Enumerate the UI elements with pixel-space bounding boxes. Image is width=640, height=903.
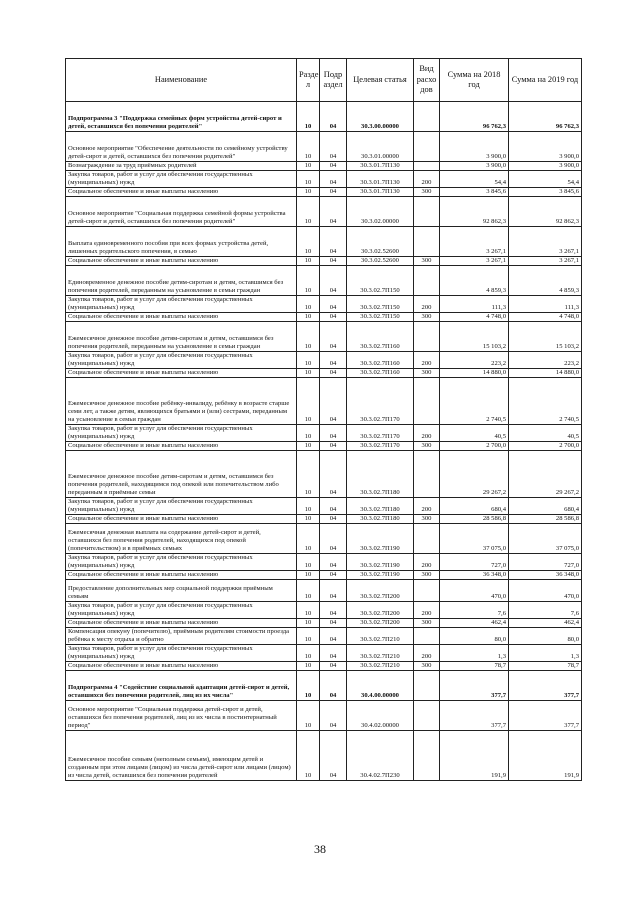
header-sum-2018: Сумма на 2018 год: [440, 59, 509, 102]
cell-expense-type: [414, 162, 440, 171]
cell-razdel: 10: [297, 671, 320, 701]
cell-name: Социальное обеспечение и иные выплаты населению: [66, 662, 297, 671]
cell-expense-type: 300: [414, 619, 440, 628]
cell-sum-2019: 28 586,8: [509, 515, 582, 524]
cell-target-article: 30.3.02.7П190: [347, 571, 414, 580]
cell-sum-2019: 78,7: [509, 662, 582, 671]
cell-sum-2019: 3 267,1: [509, 257, 582, 266]
cell-name: Компенсация опекуну (попечителю), приёмным родителям стоимости проезда ребёнка к месту отдыха и обратно: [66, 628, 297, 645]
cell-sum-2018: 462,4: [440, 619, 509, 628]
cell-podrazdel: 04: [320, 619, 347, 628]
cell-podrazdel: 04: [320, 352, 347, 369]
cell-sum-2019: 29 267,2: [509, 451, 582, 498]
cell-sum-2018: 54,4: [440, 171, 509, 188]
cell-razdel: 10: [297, 580, 320, 602]
cell-sum-2019: 680,4: [509, 498, 582, 515]
cell-podrazdel: 04: [320, 554, 347, 571]
cell-razdel: 10: [297, 322, 320, 352]
cell-sum-2019: 470,0: [509, 580, 582, 602]
cell-sum-2018: 2 740,5: [440, 378, 509, 425]
cell-sum-2019: 36 348,0: [509, 571, 582, 580]
cell-sum-2018: 3 267,1: [440, 227, 509, 257]
cell-sum-2019: 37 075,0: [509, 524, 582, 554]
cell-target-article: 30.3.00.00000: [347, 102, 414, 132]
cell-razdel: 10: [297, 369, 320, 378]
cell-name: Социальное обеспечение и иные выплаты населению: [66, 188, 297, 197]
cell-expense-type: 200: [414, 296, 440, 313]
cell-sum-2019: 2 740,5: [509, 378, 582, 425]
cell-podrazdel: 04: [320, 645, 347, 662]
cell-sum-2018: 3 900,0: [440, 162, 509, 171]
cell-target-article: 30.3.01.7П130: [347, 162, 414, 171]
cell-sum-2018: 14 880,0: [440, 369, 509, 378]
cell-name: Социальное обеспечение и иные выплаты населению: [66, 257, 297, 266]
cell-sum-2018: 36 348,0: [440, 571, 509, 580]
cell-name: Выплата единовременного пособия при всех формах устройства детей, лишенных родительского попечения, в семью: [66, 227, 297, 257]
table-row: [66, 425, 582, 442]
cell-sum-2019: 377,7: [509, 671, 582, 701]
table-row: [66, 102, 582, 132]
cell-name: Ежемесячное денежное пособие ребёнку-инвалиду, ребёнку в возрасте старше семи лет, а также детям, являющихся братьями и (или) сестрами, переданным на усыновление в семьи граждан: [66, 378, 297, 425]
cell-razdel: 10: [297, 571, 320, 580]
cell-expense-type: 200: [414, 171, 440, 188]
budget-table-sheet: [65, 58, 581, 781]
cell-sum-2019: 462,4: [509, 619, 582, 628]
table-row: [66, 369, 582, 378]
cell-sum-2019: 727,0: [509, 554, 582, 571]
cell-sum-2019: 2 700,0: [509, 442, 582, 451]
cell-sum-2019: 3 900,0: [509, 162, 582, 171]
cell-name: Социальное обеспечение и иные выплаты населению: [66, 515, 297, 524]
cell-podrazdel: 04: [320, 296, 347, 313]
cell-razdel: 10: [297, 257, 320, 266]
cell-target-article: 30.4.00.00000: [347, 671, 414, 701]
cell-target-article: 30.3.02.7П150: [347, 266, 414, 296]
cell-sum-2019: 3 900,0: [509, 132, 582, 162]
cell-name: Ежемесячная денежная выплата на содержание детей-сирот и детей, оставшихся без попечения родителей, находящихся под опекой (попечительством) и в приёмных семьях: [66, 524, 297, 554]
cell-expense-type: 300: [414, 442, 440, 451]
cell-sum-2019: 96 762,3: [509, 102, 582, 132]
cell-name: Закупка товаров, работ и услуг для обеспечения государственных (муниципальных) нужд: [66, 498, 297, 515]
cell-target-article: 30.3.02.52600: [347, 257, 414, 266]
cell-razdel: 10: [297, 188, 320, 197]
header-name: Наименование: [66, 59, 297, 102]
cell-sum-2019: 3 267,1: [509, 227, 582, 257]
table-row: [66, 257, 582, 266]
cell-podrazdel: 04: [320, 188, 347, 197]
cell-sum-2018: 78,7: [440, 662, 509, 671]
cell-sum-2018: 40,5: [440, 425, 509, 442]
cell-name: Ежемесячное денежное пособие детям-сиротам и детям, оставшимся без попечения родителей, переданным на усыновление в семьи граждан: [66, 322, 297, 352]
cell-expense-type: 300: [414, 662, 440, 671]
cell-podrazdel: 04: [320, 731, 347, 781]
cell-razdel: 10: [297, 602, 320, 619]
cell-target-article: 30.3.02.7П170: [347, 442, 414, 451]
cell-podrazdel: 04: [320, 580, 347, 602]
cell-name: Социальное обеспечение и иные выплаты населению: [66, 619, 297, 628]
table-row: [66, 162, 582, 171]
budget-table: [65, 58, 582, 781]
cell-target-article: 30.3.02.52600: [347, 227, 414, 257]
cell-sum-2018: 191,9: [440, 731, 509, 781]
cell-target-article: 30.3.01.7П130: [347, 171, 414, 188]
cell-sum-2018: 3 900,0: [440, 132, 509, 162]
cell-podrazdel: 04: [320, 378, 347, 425]
table-row: [66, 197, 582, 227]
cell-razdel: 10: [297, 662, 320, 671]
cell-sum-2018: 37 075,0: [440, 524, 509, 554]
cell-name: Закупка товаров, работ и услуг для обеспечения государственных (муниципальных) нужд: [66, 352, 297, 369]
cell-podrazdel: 04: [320, 197, 347, 227]
cell-sum-2018: 80,0: [440, 628, 509, 645]
table-row: [66, 671, 582, 701]
cell-sum-2019: 92 862,3: [509, 197, 582, 227]
table-row: [66, 451, 582, 498]
cell-razdel: 10: [297, 645, 320, 662]
cell-sum-2018: 3 267,1: [440, 257, 509, 266]
table-row: [66, 171, 582, 188]
table-row: [66, 322, 582, 352]
cell-target-article: 30.3.02.7П210: [347, 628, 414, 645]
cell-sum-2018: 15 103,2: [440, 322, 509, 352]
cell-sum-2018: 377,7: [440, 701, 509, 731]
cell-sum-2019: 14 880,0: [509, 369, 582, 378]
page-number: 38: [314, 842, 326, 856]
cell-sum-2019: 40,5: [509, 425, 582, 442]
cell-podrazdel: 04: [320, 102, 347, 132]
cell-sum-2019: 377,7: [509, 701, 582, 731]
cell-sum-2019: 80,0: [509, 628, 582, 645]
cell-target-article: 30.3.02.7П160: [347, 352, 414, 369]
cell-razdel: 10: [297, 296, 320, 313]
cell-expense-type: [414, 580, 440, 602]
cell-target-article: 30.3.02.7П200: [347, 602, 414, 619]
cell-expense-type: 200: [414, 554, 440, 571]
cell-sum-2018: 223,2: [440, 352, 509, 369]
cell-razdel: 10: [297, 498, 320, 515]
cell-sum-2019: 15 103,2: [509, 322, 582, 352]
cell-razdel: 10: [297, 266, 320, 296]
header-podrazdel: Подр аздел: [320, 59, 347, 102]
cell-sum-2018: 1,3: [440, 645, 509, 662]
cell-razdel: 10: [297, 451, 320, 498]
cell-name: Ежемесячное пособие семьям (неполным семьям), имеющим детей и созданным при этом лицами (лицом) из числа детей-сирот или лицами (лицом) из числа детей, оставшихся без попечения родителей: [66, 731, 297, 781]
cell-target-article: 30.3.02.7П150: [347, 296, 414, 313]
cell-expense-type: [414, 731, 440, 781]
cell-target-article: 30.3.01.00000: [347, 132, 414, 162]
table-row: [66, 296, 582, 313]
cell-razdel: 10: [297, 132, 320, 162]
cell-target-article: 30.4.02.7П230: [347, 731, 414, 781]
cell-razdel: 10: [297, 701, 320, 731]
cell-name: Социальное обеспечение и иные выплаты населению: [66, 571, 297, 580]
cell-name: Социальное обеспечение и иные выплаты населению: [66, 369, 297, 378]
cell-name: Закупка товаров, работ и услуг для обеспечения государственных (муниципальных) нужд: [66, 171, 297, 188]
cell-target-article: 30.3.01.7П130: [347, 188, 414, 197]
cell-target-article: 30.3.02.7П170: [347, 425, 414, 442]
cell-sum-2019: 7,6: [509, 602, 582, 619]
table-row: [66, 227, 582, 257]
table-row: [66, 571, 582, 580]
cell-name: Закупка товаров, работ и услуг для обеспечения государственных (муниципальных) нужд: [66, 296, 297, 313]
cell-target-article: 30.3.02.7П190: [347, 524, 414, 554]
cell-name: Предоставление дополнительных мер социальной поддержки приёмным семьям: [66, 580, 297, 602]
cell-sum-2019: 191,9: [509, 731, 582, 781]
cell-expense-type: [414, 132, 440, 162]
header-target-article: Целевая статья: [347, 59, 414, 102]
cell-target-article: 30.3.02.7П180: [347, 451, 414, 498]
cell-sum-2018: 470,0: [440, 580, 509, 602]
table-row: [66, 628, 582, 645]
cell-razdel: 10: [297, 313, 320, 322]
table-row: [66, 731, 582, 781]
cell-name: Вознаграждение за труд приёмных родителей: [66, 162, 297, 171]
cell-sum-2018: 96 762,3: [440, 102, 509, 132]
cell-sum-2018: 111,3: [440, 296, 509, 313]
header-sum-2019: Сумма на 2019 год: [509, 59, 582, 102]
cell-name: Подпрограмма 4 "Содействие социальной адаптации детей-сирот и детей, оставшихся без попечения родителей, лиц из их числа": [66, 671, 297, 701]
cell-razdel: 10: [297, 731, 320, 781]
cell-name: Ежемесячное денежное пособие детям-сиротам и детям, оставшимся без попечения родителей, находящимся под опекой или попечительством либо переданным в приёмные семьи: [66, 451, 297, 498]
table-row: [66, 498, 582, 515]
cell-name: Закупка товаров, работ и услуг для обеспечения государственных (муниципальных) нужд: [66, 645, 297, 662]
cell-expense-type: [414, 628, 440, 645]
cell-target-article: 30.3.02.00000: [347, 197, 414, 227]
cell-expense-type: 200: [414, 645, 440, 662]
cell-sum-2018: 4 859,3: [440, 266, 509, 296]
cell-expense-type: 300: [414, 257, 440, 266]
cell-razdel: 10: [297, 227, 320, 257]
cell-target-article: 30.3.02.7П170: [347, 378, 414, 425]
cell-razdel: 10: [297, 515, 320, 524]
cell-razdel: 10: [297, 628, 320, 645]
cell-name: Закупка товаров, работ и услуг для обеспечения государственных (муниципальных) нужд: [66, 602, 297, 619]
cell-target-article: 30.4.02.00000: [347, 701, 414, 731]
cell-razdel: 10: [297, 554, 320, 571]
cell-expense-type: 200: [414, 352, 440, 369]
cell-razdel: 10: [297, 352, 320, 369]
cell-name: Подпрограмма 3 "Поддержка семейных форм устройства детей-сирот и детей, оставшихся без попечения родителей": [66, 102, 297, 132]
cell-target-article: 30.3.02.7П190: [347, 554, 414, 571]
cell-expense-type: 200: [414, 602, 440, 619]
cell-podrazdel: 04: [320, 227, 347, 257]
cell-expense-type: [414, 227, 440, 257]
table-row: [66, 580, 582, 602]
cell-expense-type: 300: [414, 369, 440, 378]
cell-podrazdel: 04: [320, 442, 347, 451]
cell-expense-type: 300: [414, 571, 440, 580]
cell-podrazdel: 04: [320, 425, 347, 442]
table-row: [66, 442, 582, 451]
cell-sum-2019: 111,3: [509, 296, 582, 313]
table-row: [66, 524, 582, 554]
cell-name: Социальное обеспечение и иные выплаты населению: [66, 442, 297, 451]
cell-podrazdel: 04: [320, 313, 347, 322]
cell-expense-type: [414, 322, 440, 352]
cell-razdel: 10: [297, 619, 320, 628]
cell-podrazdel: 04: [320, 498, 347, 515]
cell-sum-2018: 377,7: [440, 671, 509, 701]
cell-podrazdel: 04: [320, 662, 347, 671]
table-row: [66, 132, 582, 162]
cell-podrazdel: 04: [320, 171, 347, 188]
cell-sum-2018: 29 267,2: [440, 451, 509, 498]
header-razdel: Разде л: [297, 59, 320, 102]
cell-razdel: 10: [297, 425, 320, 442]
cell-sum-2018: 727,0: [440, 554, 509, 571]
cell-target-article: 30.3.02.7П160: [347, 369, 414, 378]
cell-razdel: 10: [297, 197, 320, 227]
table-row: [66, 313, 582, 322]
cell-podrazdel: 04: [320, 701, 347, 731]
cell-target-article: 30.3.02.7П200: [347, 580, 414, 602]
cell-name: Закупка товаров, работ и услуг для обеспечения государственных (муниципальных) нужд: [66, 425, 297, 442]
cell-razdel: 10: [297, 442, 320, 451]
cell-expense-type: 200: [414, 498, 440, 515]
cell-sum-2019: 1,3: [509, 645, 582, 662]
table-row: [66, 701, 582, 731]
cell-expense-type: 300: [414, 188, 440, 197]
cell-target-article: 30.3.02.7П180: [347, 515, 414, 524]
cell-podrazdel: 04: [320, 571, 347, 580]
cell-expense-type: [414, 378, 440, 425]
cell-expense-type: [414, 102, 440, 132]
cell-podrazdel: 04: [320, 524, 347, 554]
cell-sum-2018: 92 862,3: [440, 197, 509, 227]
cell-target-article: 30.3.02.7П210: [347, 645, 414, 662]
cell-podrazdel: 04: [320, 369, 347, 378]
table-row: [66, 645, 582, 662]
cell-name: Единовременное денежное пособие детям-сиротам и детям, оставшимся без попечения родителей, переданным на усыновление в семьи граждан: [66, 266, 297, 296]
cell-sum-2018: 2 700,0: [440, 442, 509, 451]
cell-expense-type: [414, 701, 440, 731]
cell-podrazdel: 04: [320, 162, 347, 171]
cell-razdel: 10: [297, 102, 320, 132]
cell-name: Основное мероприятие "Обеспечение деятельности по семейному устройству детей-сирот и детей, оставшихся без попечения родителей": [66, 132, 297, 162]
cell-sum-2019: 54,4: [509, 171, 582, 188]
cell-podrazdel: 04: [320, 322, 347, 352]
cell-target-article: 30.3.02.7П150: [347, 313, 414, 322]
cell-podrazdel: 04: [320, 266, 347, 296]
cell-expense-type: 200: [414, 425, 440, 442]
cell-podrazdel: 04: [320, 132, 347, 162]
cell-expense-type: [414, 451, 440, 498]
cell-sum-2019: 223,2: [509, 352, 582, 369]
cell-expense-type: 300: [414, 313, 440, 322]
cell-sum-2019: 3 845,6: [509, 188, 582, 197]
cell-name: Закупка товаров, работ и услуг для обеспечения государственных (муниципальных) нужд: [66, 554, 297, 571]
cell-expense-type: [414, 524, 440, 554]
cell-sum-2018: 680,4: [440, 498, 509, 515]
table-row: [66, 266, 582, 296]
cell-razdel: 10: [297, 171, 320, 188]
cell-target-article: 30.3.02.7П160: [347, 322, 414, 352]
table-row: [66, 554, 582, 571]
cell-sum-2019: 4 859,3: [509, 266, 582, 296]
table-row: [66, 619, 582, 628]
cell-podrazdel: 04: [320, 451, 347, 498]
cell-sum-2019: 4 748,0: [509, 313, 582, 322]
cell-sum-2018: 3 845,6: [440, 188, 509, 197]
cell-sum-2018: 28 586,8: [440, 515, 509, 524]
cell-target-article: 30.3.02.7П180: [347, 498, 414, 515]
cell-razdel: 10: [297, 162, 320, 171]
table-row: [66, 188, 582, 197]
cell-podrazdel: 04: [320, 515, 347, 524]
cell-podrazdel: 04: [320, 602, 347, 619]
cell-name: Основное мероприятие "Социальная поддержка детей-сирот и детей, оставшихся без попечения родителей, лиц из их числа в постинтернатный период": [66, 701, 297, 731]
cell-sum-2018: 4 748,0: [440, 313, 509, 322]
cell-expense-type: [414, 266, 440, 296]
cell-podrazdel: 04: [320, 671, 347, 701]
cell-name: Социальное обеспечение и иные выплаты населению: [66, 313, 297, 322]
cell-expense-type: [414, 197, 440, 227]
cell-target-article: 30.3.02.7П210: [347, 662, 414, 671]
table-row: [66, 515, 582, 524]
cell-target-article: 30.3.02.7П200: [347, 619, 414, 628]
cell-expense-type: [414, 671, 440, 701]
header-expense-type: Вид расхо дов: [414, 59, 440, 102]
cell-podrazdel: 04: [320, 628, 347, 645]
table-row: [66, 662, 582, 671]
table-row: [66, 378, 582, 425]
cell-name: Основное мероприятие "Социальная поддержка семейной формы устройства детей-сирот и детей, оставшихся без попечения родителей": [66, 197, 297, 227]
cell-razdel: 10: [297, 378, 320, 425]
table-row: [66, 352, 582, 369]
cell-expense-type: 300: [414, 515, 440, 524]
table-header-row: [66, 59, 582, 102]
cell-sum-2018: 7,6: [440, 602, 509, 619]
table-row: [66, 602, 582, 619]
cell-podrazdel: 04: [320, 257, 347, 266]
cell-razdel: 10: [297, 524, 320, 554]
